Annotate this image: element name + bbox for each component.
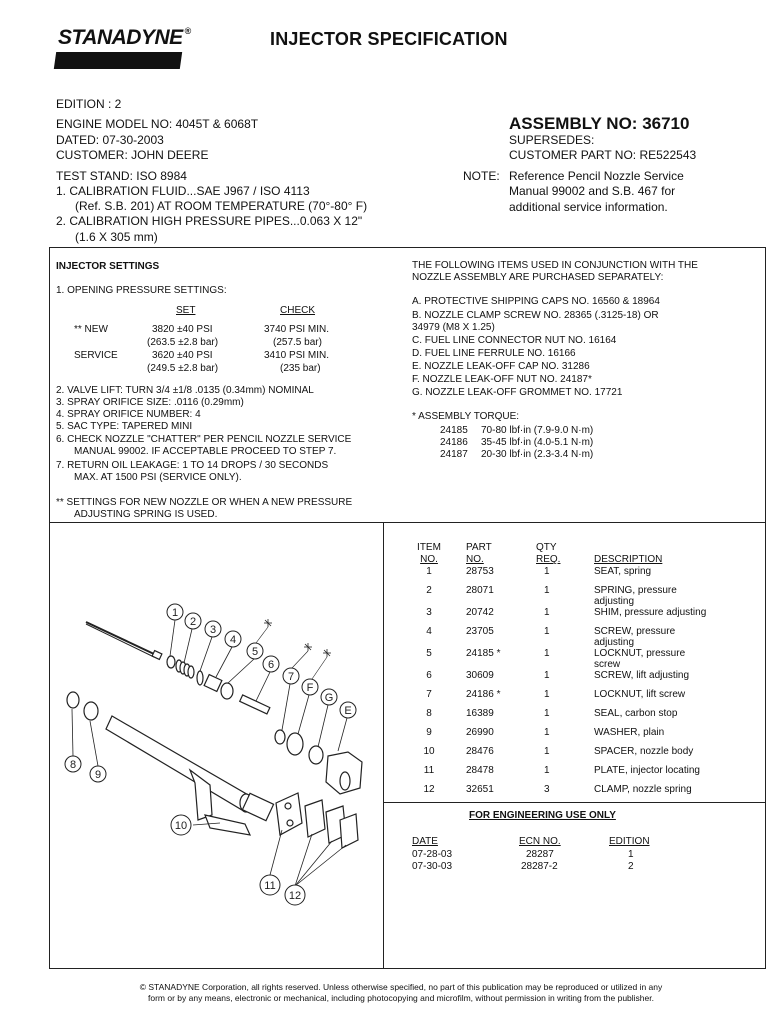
copyright-footer bbox=[96, 982, 706, 1004]
document-title: INJECTOR SPECIFICATION bbox=[270, 29, 508, 49]
parts-qty: 1 bbox=[544, 670, 550, 681]
callout-g bbox=[321, 689, 337, 705]
separate-item-a: A. PROTECTIVE SHIPPING CAPS NO. 16560 & 18964 bbox=[412, 296, 660, 307]
edition-line: EDITION : 2 bbox=[56, 97, 122, 111]
parts-table-row bbox=[410, 607, 710, 626]
parts-part-no: 28753 bbox=[466, 566, 494, 577]
parts-part-no: 23705 bbox=[466, 626, 494, 637]
copyright-line-1: © STANADYNE Corporation, all rights reserved. Unless otherwise specified, no part of this publication may be reproduced or utilized in any bbox=[139, 982, 663, 992]
leader-lines bbox=[69, 620, 347, 886]
callout-7 bbox=[283, 668, 299, 684]
sac-type: 5. SAC TYPE: TAPERED MINI bbox=[56, 421, 193, 432]
parts-part-no: 24186 * bbox=[466, 689, 501, 700]
parts-table-row bbox=[410, 648, 710, 670]
parts-description: LOCKNUT, lift screw bbox=[594, 689, 686, 700]
svg-text:6: 6 bbox=[267, 659, 275, 671]
separate-intro-2: NOZZLE ASSEMBLY ARE PURCHASED SEPARATELY: bbox=[412, 272, 664, 283]
test-stand: TEST STAND: ISO 8984 bbox=[56, 169, 187, 183]
col-check: CHECK bbox=[280, 305, 316, 316]
svg-text:3: 3 bbox=[209, 624, 217, 636]
parts-description: PLATE, injector locating bbox=[594, 765, 700, 776]
parts-table-header bbox=[410, 536, 710, 566]
parts-qty: 1 bbox=[544, 585, 550, 596]
parts-description: SPRING, pressure adjusting bbox=[594, 585, 677, 607]
parts-description: SHIM, pressure adjusting bbox=[594, 607, 707, 618]
copyright-line-2: form or by any means, electronic or mechanical, including photocopying and microfilm, without permission in writing from the publisher. bbox=[148, 993, 654, 1003]
note-line-3: additional service information. bbox=[509, 200, 668, 214]
parts-item-no: 9 bbox=[426, 727, 432, 738]
callout-9 bbox=[90, 766, 106, 782]
callout-8 bbox=[65, 756, 81, 772]
parts-description: CLAMP, nozzle spring bbox=[594, 784, 692, 795]
part-locknut bbox=[221, 683, 233, 699]
check-nozzle-chatter-2: MANUAL 99002. IF ACCEPTABLE PROCEED TO STEP 7. bbox=[74, 446, 337, 457]
svg-text:4: 4 bbox=[229, 634, 237, 646]
parts-item-no: 12 bbox=[423, 784, 435, 795]
engine-model: ENGINE MODEL NO: 4045T & 6068T bbox=[56, 117, 259, 131]
footnote-new-nozzle: ** SETTINGS FOR NEW NOZZLE OR WHEN A NEW PRESSURE bbox=[56, 497, 353, 508]
svg-text:9: 9 bbox=[94, 769, 102, 781]
callout-11 bbox=[260, 875, 280, 895]
eng-edition: 2 bbox=[628, 861, 634, 872]
col-set: SET bbox=[176, 305, 196, 316]
inlet-connector bbox=[205, 815, 250, 835]
diagram-parts bbox=[67, 622, 362, 848]
new-check-psi: 3740 PSI MIN. bbox=[264, 324, 330, 335]
parts-part-no: 26990 bbox=[466, 727, 494, 738]
spray-orifice-size: 3. SPRAY ORIFICE SIZE: .0116 (0.29mm) bbox=[56, 397, 244, 408]
separate-item-e: E. NOZZLE LEAK-OFF CAP NO. 31286 bbox=[412, 361, 590, 372]
eng-col-date: DATE bbox=[412, 836, 438, 847]
test-line-4: (1.6 X 305 mm) bbox=[75, 230, 158, 244]
parts-table-row bbox=[410, 689, 710, 708]
spray-orifice-number: 4. SPRAY ORIFICE NUMBER: 4 bbox=[56, 409, 201, 420]
settings-title: INJECTOR SETTINGS bbox=[56, 261, 160, 272]
header-part: PART NO. bbox=[466, 542, 492, 565]
parts-item-no: 6 bbox=[426, 670, 432, 681]
company-logo bbox=[58, 26, 191, 50]
parts-qty: 1 bbox=[544, 648, 550, 659]
parts-description: SEAL, carbon stop bbox=[594, 708, 678, 719]
torque-value: 20-30 lbf·in (2.3-3.4 N·m) bbox=[481, 449, 594, 460]
callout-f bbox=[302, 679, 318, 695]
parts-item-no: 10 bbox=[423, 746, 435, 757]
torque-title: * ASSEMBLY TORQUE: bbox=[412, 411, 520, 422]
callout-5 bbox=[247, 643, 263, 659]
part-locating-plate bbox=[276, 793, 302, 835]
parts-qty: 1 bbox=[544, 746, 550, 757]
callout-4 bbox=[225, 631, 241, 647]
parts-table-row bbox=[410, 765, 710, 784]
callout-12 bbox=[285, 885, 305, 905]
torque-part: 24187 bbox=[440, 449, 468, 460]
parts-part-no: 28071 bbox=[466, 585, 494, 596]
svg-text:G: G bbox=[324, 692, 334, 704]
eng-col-ecn: ECN NO. bbox=[519, 836, 561, 847]
svg-text:1: 1 bbox=[171, 607, 179, 619]
needle-rod bbox=[86, 622, 154, 654]
part-lift-locknut bbox=[275, 730, 285, 744]
parts-part-no: 28478 bbox=[466, 765, 494, 776]
separate-item-d: D. FUEL LINE FERRULE NO. 16166 bbox=[412, 348, 576, 359]
parts-item-no: 8 bbox=[426, 708, 432, 719]
parts-description: SCREW, pressure adjusting bbox=[594, 626, 676, 648]
registered-mark: ® bbox=[184, 26, 191, 36]
service-check-psi: 3410 PSI MIN. bbox=[264, 350, 330, 361]
callout-1 bbox=[167, 604, 183, 620]
torque-part: 24186 bbox=[440, 437, 468, 448]
parts-part-no: 32651 bbox=[466, 784, 494, 795]
plate-hole bbox=[287, 820, 293, 826]
parts-description: WASHER, plain bbox=[594, 727, 665, 738]
part-grommet bbox=[309, 746, 323, 764]
svg-text:2: 2 bbox=[189, 616, 197, 628]
svg-text:7: 7 bbox=[287, 671, 295, 683]
divider-vertical bbox=[383, 522, 384, 969]
return-oil-leakage-2: MAX. AT 1500 PSI (SERVICE ONLY). bbox=[74, 472, 242, 483]
eng-edition: 1 bbox=[628, 849, 634, 860]
parts-item-no: 5 bbox=[426, 648, 432, 659]
callout-2 bbox=[185, 613, 201, 629]
header-qty: QTY REQ. bbox=[536, 542, 561, 565]
parts-table-row bbox=[410, 626, 710, 648]
parts-qty: 1 bbox=[544, 708, 550, 719]
header-description: DESCRIPTION bbox=[594, 554, 663, 565]
parts-table bbox=[410, 536, 710, 803]
plate-hole bbox=[285, 803, 291, 809]
parts-table-row bbox=[410, 670, 710, 689]
footnote-new-nozzle-2: ADJUSTING SPRING IS USED. bbox=[74, 509, 218, 520]
torque-value: 35-45 lbf·in (4.0-5.1 N·m) bbox=[481, 437, 594, 448]
parts-item-no: 1 bbox=[426, 566, 432, 577]
separate-item-f: F. NOZZLE LEAK-OFF NUT NO. 24187* bbox=[412, 374, 592, 385]
eng-date: 07-28-03 bbox=[412, 849, 453, 860]
exploded-injector-diagram bbox=[50, 523, 383, 968]
part-washer bbox=[84, 702, 98, 720]
opening-pressure-label: 1. OPENING PRESSURE SETTINGS: bbox=[56, 285, 227, 296]
parts-part-no: 28476 bbox=[466, 746, 494, 757]
parts-part-no: 24185 * bbox=[466, 648, 501, 659]
parts-part-no: 30609 bbox=[466, 670, 494, 681]
note-label: NOTE: bbox=[463, 169, 500, 183]
service-check-bar: (235 bar) bbox=[280, 363, 321, 374]
new-set-psi: 3820 ±40 PSI bbox=[152, 324, 213, 335]
service-set-bar: (249.5 ±2.8 bar) bbox=[147, 363, 219, 374]
svg-text:12: 12 bbox=[288, 890, 302, 902]
cap-outlet bbox=[340, 772, 350, 790]
parts-part-no: 20742 bbox=[466, 607, 494, 618]
service-set-psi: 3620 ±40 PSI bbox=[152, 350, 213, 361]
customer: CUSTOMER: JOHN DEERE bbox=[56, 148, 209, 162]
service-label: SERVICE bbox=[74, 350, 118, 361]
eng-ecn: 28287 bbox=[526, 849, 554, 860]
part-clamps bbox=[305, 800, 358, 848]
torque-value: 70-80 lbf·in (7.9-9.0 N·m) bbox=[481, 425, 594, 436]
header-item: ITEM NO. bbox=[417, 542, 441, 565]
separate-item-c: C. FUEL LINE CONNECTOR NUT NO. 16164 bbox=[412, 335, 617, 346]
new-set-bar: (263.5 ±2.8 bar) bbox=[147, 337, 219, 348]
assembly-number: ASSEMBLY NO: 36710 bbox=[509, 114, 690, 133]
svg-text:5: 5 bbox=[251, 646, 259, 658]
parts-table-row bbox=[410, 585, 710, 607]
separate-intro-1: THE FOLLOWING ITEMS USED IN CONJUNCTION WITH THE bbox=[412, 260, 698, 271]
parts-qty: 1 bbox=[544, 626, 550, 637]
parts-qty: 1 bbox=[544, 727, 550, 738]
svg-text:11: 11 bbox=[264, 880, 276, 892]
parts-item-no: 7 bbox=[426, 689, 432, 700]
test-line-1: 1. CALIBRATION FLUID...SAE J967 / ISO 4113 bbox=[56, 184, 310, 198]
return-oil-leakage: 7. RETURN OIL LEAKAGE: 1 TO 14 DROPS / 30 SECONDS bbox=[56, 460, 329, 471]
svg-text:8: 8 bbox=[69, 759, 77, 771]
needle-tip bbox=[152, 651, 162, 660]
supersedes: SUPERSEDES: bbox=[509, 133, 595, 147]
parts-part-no: 16389 bbox=[466, 708, 494, 719]
callout-3 bbox=[205, 621, 221, 637]
new-check-bar: (257.5 bar) bbox=[273, 337, 322, 348]
part-pressure-screw bbox=[204, 675, 222, 692]
eng-date: 07-30-03 bbox=[412, 861, 453, 872]
eng-col-edition: EDITION bbox=[609, 836, 650, 847]
parts-item-no: 2 bbox=[426, 585, 432, 596]
part-seat bbox=[167, 656, 175, 668]
torque-part: 24185 bbox=[440, 425, 468, 436]
callout-6 bbox=[263, 656, 279, 672]
parts-qty: 1 bbox=[544, 607, 550, 618]
valve-lift: 2. VALVE LIFT: TURN 3/4 ±1/8 .0135 (0.34mm) NOMINAL bbox=[56, 385, 314, 396]
parts-item-no: 11 bbox=[423, 765, 435, 776]
parts-qty: 1 bbox=[544, 689, 550, 700]
parts-description: LOCKNUT, pressure screw bbox=[594, 648, 686, 670]
parts-qty: 3 bbox=[544, 784, 550, 795]
parts-qty: 1 bbox=[544, 566, 550, 577]
dated: DATED: 07-30-2003 bbox=[56, 133, 164, 147]
parts-item-no: 3 bbox=[426, 607, 432, 618]
parts-table-row bbox=[410, 708, 710, 727]
test-line-2: (Ref. S.B. 201) AT ROOM TEMPERATURE (70°-80° F) bbox=[75, 199, 368, 213]
part-leakoff-nut bbox=[287, 733, 303, 755]
callout-10 bbox=[171, 815, 191, 835]
parts-description: SEAT, spring bbox=[594, 566, 652, 577]
needle-rod-edge bbox=[86, 624, 154, 657]
engineering-title: FOR ENGINEERING USE ONLY bbox=[469, 810, 616, 821]
test-line-3: 2. CALIBRATION HIGH PRESSURE PIPES...0.063 X 12" bbox=[56, 214, 363, 228]
parts-item-no: 4 bbox=[426, 626, 432, 637]
parts-table-row bbox=[410, 727, 710, 746]
parts-table-row bbox=[410, 784, 710, 803]
parts-table-row bbox=[410, 746, 710, 765]
svg-text:10: 10 bbox=[174, 820, 188, 832]
part-spring bbox=[176, 660, 194, 678]
note-line-2: Manual 99002 and S.B. 467 for bbox=[509, 184, 676, 198]
separate-item-g: G. NOZZLE LEAK-OFF GROMMET NO. 17721 bbox=[412, 387, 623, 398]
logo-bar bbox=[54, 52, 182, 69]
nozzle-body bbox=[106, 716, 250, 810]
svg-text:E: E bbox=[344, 705, 352, 717]
logo-text: STANADYNE bbox=[58, 26, 183, 49]
note-line-1: Reference Pencil Nozzle Service bbox=[509, 169, 684, 183]
part-carbon-seal bbox=[67, 692, 79, 708]
customer-part-number: CUSTOMER PART NO: RE522543 bbox=[509, 148, 697, 162]
svg-text:F: F bbox=[306, 682, 314, 694]
parts-description: SCREW, lift adjusting bbox=[594, 670, 690, 681]
eng-ecn: 28287-2 bbox=[521, 861, 558, 872]
callout-e bbox=[340, 702, 356, 718]
separate-item-b: B. NOZZLE CLAMP SCREW NO. 28365 (.3125-18) OR bbox=[412, 310, 659, 321]
parts-table-row bbox=[410, 566, 710, 585]
check-nozzle-chatter: 6. CHECK NOZZLE "CHATTER" PER PENCIL NOZZLE SERVICE bbox=[56, 434, 352, 445]
parts-qty: 1 bbox=[544, 765, 550, 776]
part-shim bbox=[197, 671, 203, 685]
separate-item-b-2: 34979 (M8 X 1.25) bbox=[412, 322, 495, 333]
parts-description: SPACER, nozzle body bbox=[594, 746, 694, 757]
part-lift-screw bbox=[240, 695, 270, 714]
new-label: ** NEW bbox=[74, 324, 108, 335]
